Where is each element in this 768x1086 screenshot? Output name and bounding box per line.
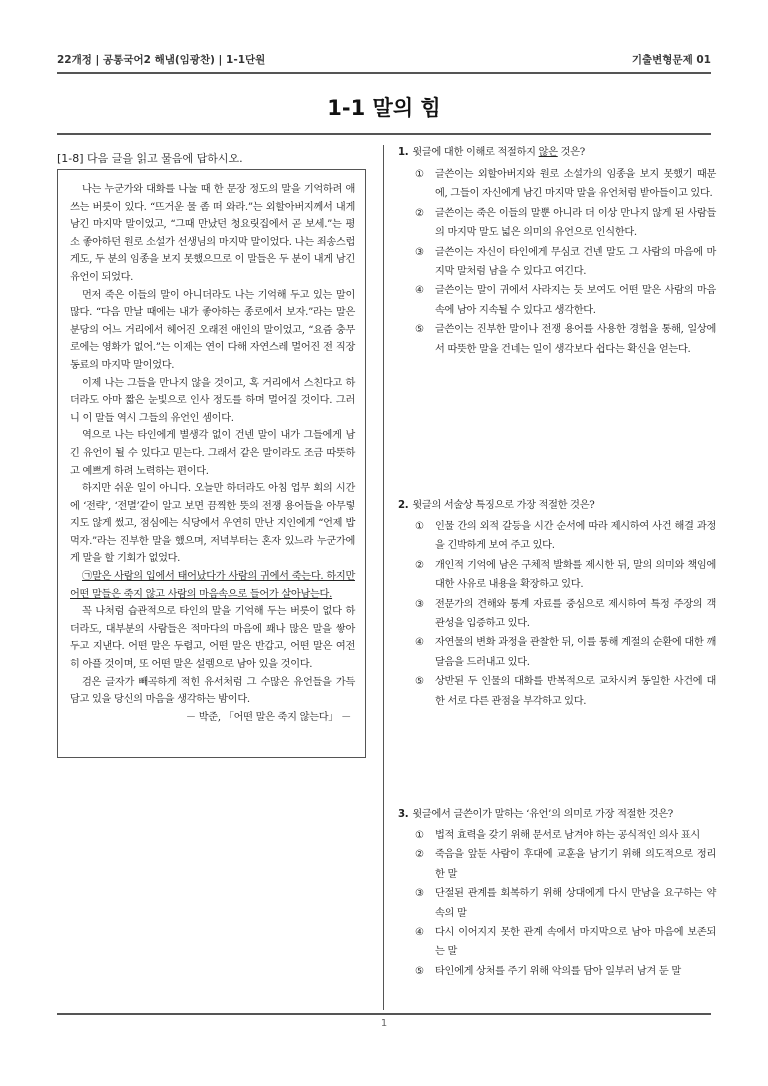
passage-paragraph: 먼저 죽은 이들의 말이 아니더라도 나는 기억해 두고 있는 말이 많다. “다음 만날 때에는 내가 좋아하는 종로에서 보자.”라는 말은 분당의 어느 거리에서 헤어진 오래전 애인의 말이었고, “요즘 충무로에는 영화가 없어.”는 이제는 연이 다해 자연스레 멀어진 전 직장 동료의 마지막 말이었다. — [70, 289, 355, 371]
question-stem — [398, 497, 716, 514]
answer-option-1[interactable] — [398, 517, 716, 556]
option-marker: ⑤ — [415, 676, 424, 688]
reading-passage — [57, 169, 366, 758]
passage-credit: － 박준, 「어떤 말은 죽지 않는다」 － — [185, 711, 351, 723]
header-course-info: 22개정 | 공통국어2 해냄(임광찬) | 1-1단원 — [57, 54, 266, 66]
option-text: 법적 효력을 갖기 위해 문서로 남겨야 하는 공식적인 의사 표시 — [435, 830, 700, 841]
option-text: 글쓴이는 말이 귀에서 사라지는 듯 보여도 어떤 말은 사람의 마음속에 남아 지속될 수 있다고 생각한다. — [435, 285, 716, 316]
answer-option-1[interactable] — [398, 826, 716, 845]
passage-paragraph: 나는 누군가와 대화를 나눌 때 한 문장 정도의 말을 기억하려 애쓰는 버릇이 있다. “뜨거운 물 좀 떠 와라.”는 외할아버지께서 내게 남긴 마지막 말이었고, “그때 만났던 청요릿집에서 곧 보세.”는 평소 좋아하던 원로 소설가 선생님의 마지막 말이었다. 나는 죄송스럽게도, 두 분의 임종을 보지 못했으므로 이 말들은 두 분이 내게 남긴 유언이 되었다. — [70, 184, 355, 283]
option-marker: ④ — [415, 927, 424, 939]
option-marker: ④ — [415, 285, 424, 297]
header-rule — [57, 72, 711, 74]
option-text: 인물 간의 외적 갈등을 시간 순서에 따라 제시하여 사건 해결 과정을 긴박하게 보여 주고 있다. — [435, 521, 716, 552]
option-text: 죽음을 앞둔 사람이 후대에 교훈을 남기기 위해 의도적으로 정리한 말 — [435, 849, 716, 880]
answer-options — [398, 826, 716, 981]
question-2 — [398, 497, 716, 711]
answer-option-5[interactable] — [398, 320, 716, 359]
answer-option-1[interactable] — [398, 165, 716, 204]
footer-rule — [57, 1013, 711, 1015]
title-rule — [57, 133, 711, 135]
page-number: 1 — [380, 1018, 388, 1029]
option-marker: ③ — [415, 246, 424, 258]
question-stem — [398, 144, 716, 161]
option-marker: ③ — [415, 888, 424, 900]
answer-option-2[interactable] — [398, 204, 716, 243]
option-text: 글쓴이는 외할아버지와 원로 소설가의 임종을 보지 못했기 때문에, 그들이 자신에게 남긴 마지막 말을 유언처럼 받아들이고 있다. — [435, 169, 716, 200]
answer-option-5[interactable] — [398, 672, 716, 711]
option-text: 상반된 두 인물의 대화를 반복적으로 교차시켜 동일한 사건에 대한 서로 다른 관점을 부각하고 있다. — [435, 676, 716, 707]
stem-underlined: 않은 — [538, 147, 558, 158]
option-marker: ① — [415, 169, 424, 180]
stem-text-end: 것은? — [557, 147, 585, 158]
option-marker: ③ — [415, 598, 424, 610]
answer-option-4[interactable] — [398, 281, 716, 320]
question-3 — [398, 806, 716, 981]
option-marker: ⑤ — [415, 324, 424, 336]
page-header — [57, 52, 711, 68]
option-marker: ② — [415, 849, 424, 861]
option-marker: ⑤ — [415, 965, 424, 977]
option-marker: ② — [415, 207, 424, 219]
option-text: 단절된 관계를 회복하기 위해 상대에게 다시 만남을 요구하는 약속의 말 — [435, 888, 716, 919]
question-number: 2. — [398, 500, 409, 511]
answer-option-2[interactable] — [398, 556, 716, 595]
option-text: 자연물의 변화 과정을 관찰한 뒤, 이를 통해 계절의 순환에 대한 깨달음을 드러내고 있다. — [435, 637, 716, 668]
answer-options — [398, 165, 716, 359]
stem-text: 윗글에서 글쓴이가 말하는 ‘유언’의 의미로 가장 적절한 것은? — [412, 809, 673, 820]
answer-option-3[interactable] — [398, 595, 716, 634]
answer-options — [398, 517, 716, 711]
option-marker: ④ — [415, 637, 424, 649]
answer-option-4[interactable] — [398, 633, 716, 672]
option-text: 전문가의 견해와 통계 자료를 중심으로 제시하여 특정 주장의 객관성을 입증하고 있다. — [435, 598, 716, 630]
option-marker: ① — [415, 521, 424, 532]
option-text: 글쓴이는 진부한 말이나 전쟁 용어를 사용한 경험을 통해, 일상에서 따뜻한 말을 건네는 일이 생각보다 쉽다는 확신을 얻는다. — [435, 324, 716, 355]
passage-paragraph: 하지만 쉬운 일이 아니다. 오늘만 하더라도 아침 업무 회의 시간에 ‘전략’, ‘전멸’같이 알고 보면 끔찍한 뜻의 전쟁 용어들을 아무렇지도 않게 썼고, 점심에는 식당에서 우연히 만난 지인에게 “언제 밥 먹자.”라는 진부한 말을 했으며, 저녁부터는 혼자 있느라 누군가에게 말을 할 기회가 없었다. — [70, 483, 355, 565]
option-marker: ② — [415, 559, 424, 571]
header-worksheet-label: 기출변형문제 01 — [631, 54, 711, 66]
stem-text: 윗글에 대한 이해로 적절하지 — [412, 147, 539, 158]
underlined-sentence: ㉠말은 사람의 입에서 태어났다가 사람의 귀에서 죽는다. 하지만 어떤 말들은 죽지 않고 사람의 마음속으로 들어가 살아남는다. — [70, 571, 355, 600]
answer-option-2[interactable] — [398, 845, 716, 884]
question-number: 3. — [398, 809, 409, 820]
option-text: 개인적 기억에 남은 구체적 발화를 제시한 뒤, 말의 의미와 책임에 대한 사유로 내용을 확장하고 있다. — [435, 559, 716, 591]
passage-paragraph: 꼭 나처럼 습관적으로 타인의 말을 기억해 두는 버릇이 없다 하더라도, 대부분의 사람들은 적마다의 마음에 꽤나 많은 말을 쌓아 두고 지낸다. 어떤 말은 두렵고, 어떤 말은 반갑고, 어떤 말은 여전히 아플 것이며, 또 어떤 말은 설렘으로 남아 있을 것이다. — [70, 606, 355, 671]
option-text: 다시 이어지지 못한 관계 속에서 마지막으로 남아 마음에 보존되는 말 — [435, 927, 716, 958]
answer-option-3[interactable] — [398, 884, 716, 923]
column-divider — [383, 145, 384, 1010]
option-text: 글쓴이는 죽은 이들의 말뿐 아니라 더 이상 만나지 않게 된 사람들의 마지막 말도 넓은 의미의 유언으로 인식한다. — [435, 207, 716, 239]
stem-text: 윗글의 서술상 특징으로 가장 적절한 것은? — [412, 500, 595, 511]
passage-paragraph: 역으로 나는 타인에게 별생각 없이 건넨 말이 내가 그들에게 남긴 유언이 될 수 있다고 믿는다. 그래서 같은 말이라도 조금 따뜻하고 예쁘게 하려 노력하는 편이다. — [70, 430, 355, 477]
question-stem — [398, 806, 716, 823]
answer-option-5[interactable] — [398, 962, 716, 981]
question-1 — [398, 144, 716, 359]
question-number: 1. — [398, 147, 409, 158]
answer-option-3[interactable] — [398, 243, 716, 282]
passage-paragraph: 검은 글자가 빼곡하게 적힌 유서처럼 그 수많은 유언들을 가득 담고 있을 당신의 마음을 생각하는 밤이다. — [70, 676, 355, 706]
instruction: [1-8] 다음 글을 읽고 물음에 답하시오. — [57, 152, 243, 165]
option-marker: ① — [415, 830, 424, 841]
option-text: 타인에게 상처를 주기 위해 악의를 담아 일부러 남겨 둔 말 — [435, 965, 681, 977]
answer-option-4[interactable] — [398, 923, 716, 962]
option-text: 글쓴이는 자신이 타인에게 무심코 건넨 말도 그 사람의 마음에 마지막 말처럼 남을 수 있다고 여긴다. — [435, 246, 716, 278]
passage-paragraph: 이제 나는 그들을 만나지 않을 것이고, 혹 거리에서 스친다고 하더라도 아마 짧은 눈빛으로 인사 정도를 하며 멀어질 것이다. 그러니 이 말들 역시 그들의 유언인 셈이다. — [70, 377, 355, 424]
page-title: 1-1 말의 힘 — [327, 96, 441, 120]
